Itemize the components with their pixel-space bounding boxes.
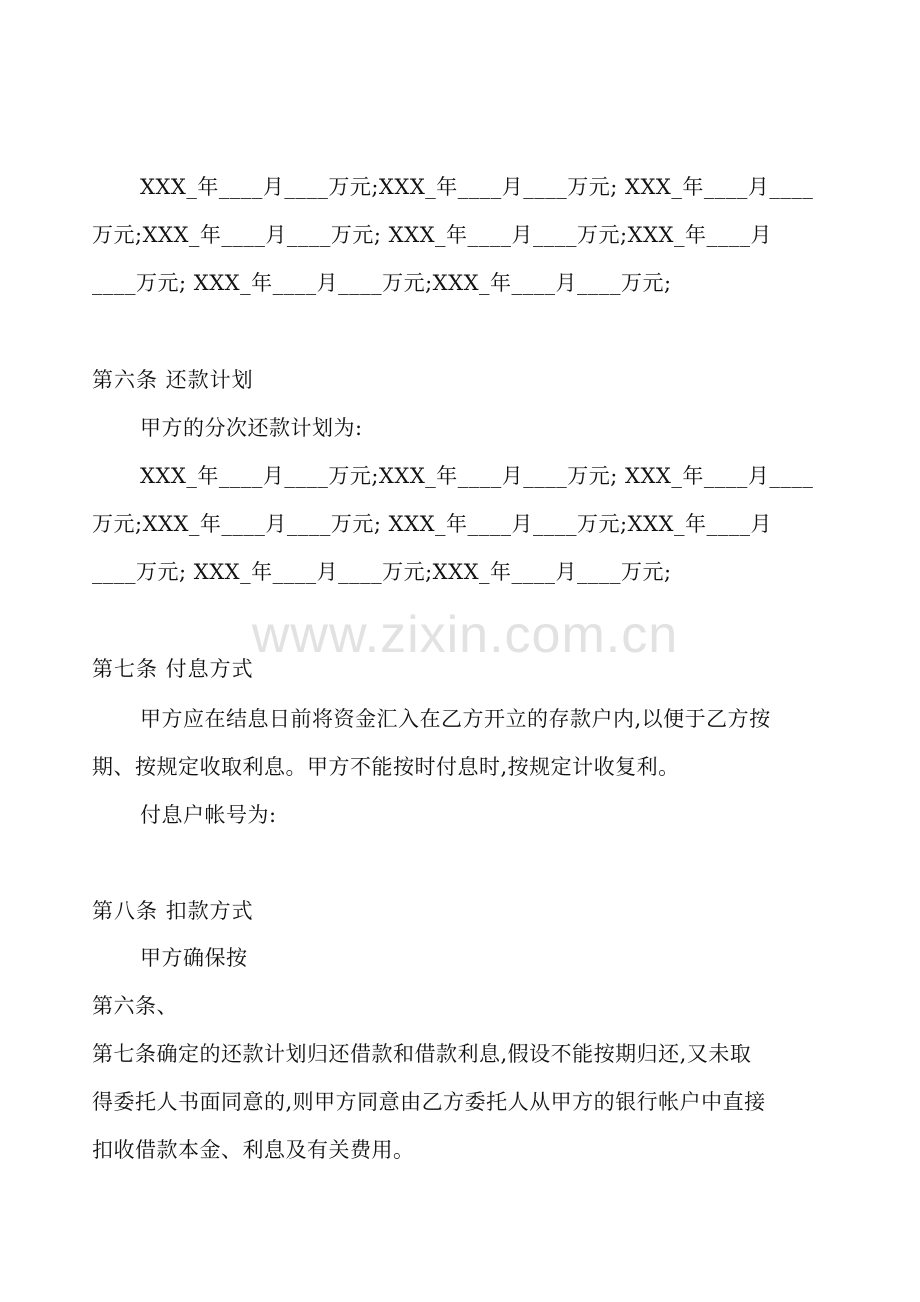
article8-heading: 第八条 扣款方式 [92, 899, 254, 923]
article6-heading: 第六条 还款计划 [92, 368, 254, 392]
article7-heading: 第七条 付息方式 [92, 657, 254, 681]
article6-schedule-line-1: XXX_年____月____万元;XXX_年____月____万元; XXX_年____月____ [140, 464, 814, 488]
article6-schedule-line-3: ____万元; XXX_年____月____万元;XXX_年____月____万元; [92, 560, 672, 584]
article8-line-1: 甲方确保按 [140, 946, 248, 970]
article8-line-4: 得委托人书面同意的,则甲方同意由乙方委托人从甲方的银行帐户中直接 [92, 1090, 766, 1114]
article6-schedule-line-2: 万元;XXX_年____月____万元; XXX_年____月____万元;XXX_年____月 [92, 512, 772, 536]
article7-paragraph-line-1: 甲方应在结息日前将资金汇入在乙方开立的存款户内,以便于乙方按 [140, 707, 771, 731]
schedule-line-3: ____万元; XXX_年____月____万元;XXX_年____月____万元; [92, 271, 672, 295]
watermark: www.zixin.com.cn [251, 606, 679, 664]
schedule-line-1: XXX_年____月____万元;XXX_年____月____万元; XXX_年____月____ [140, 175, 814, 199]
article7-paragraph-line-2: 期、按规定收取利息。甲方不能按时付息时,按规定计收复利。 [92, 755, 680, 779]
article8-line-2: 第六条、 [92, 994, 178, 1018]
schedule-line-2: 万元;XXX_年____月____万元; XXX_年____月____万元;XXX_年____月 [92, 223, 772, 247]
article8-line-3: 第七条确定的还款计划归还借款和借款利息,假设不能按期归还,又未取 [92, 1042, 752, 1066]
article6-intro: 甲方的分次还款计划为: [140, 416, 363, 440]
article8-line-5: 扣收借款本金、利息及有关费用。 [92, 1138, 415, 1162]
article7-account-line: 付息户帐号为: [140, 803, 277, 827]
